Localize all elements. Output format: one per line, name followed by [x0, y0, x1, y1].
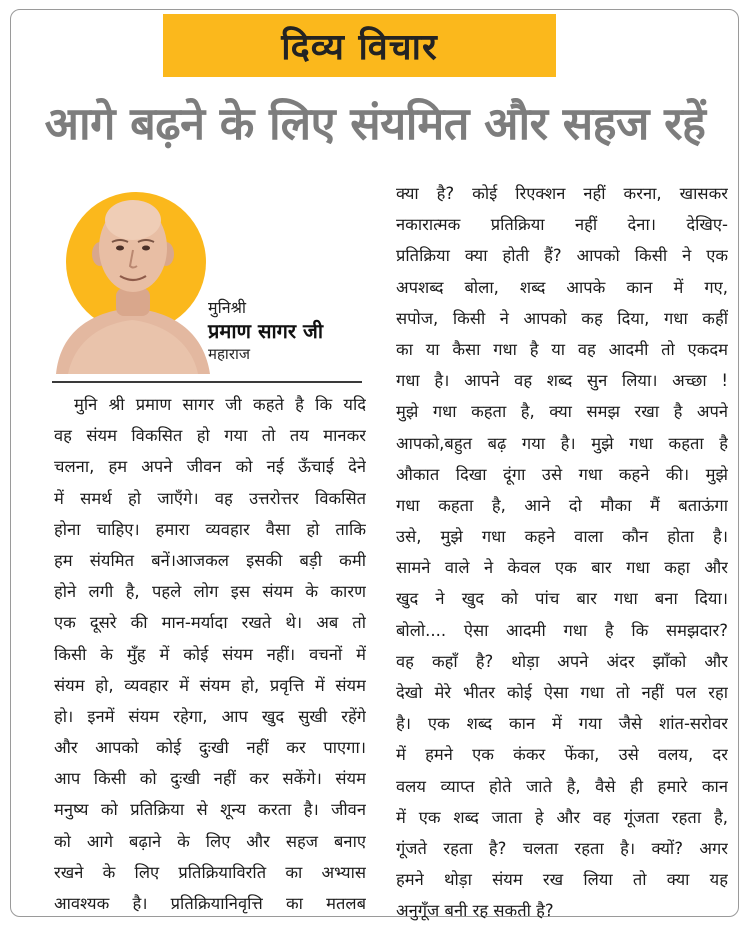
- text-line: में एक शब्द जाता हे और वह गूंजता रहता है,: [396, 807, 728, 827]
- text-line: सामने वाले ने केवल एक बार गधा कहा और: [396, 558, 728, 578]
- text-line: हो। इनमें संयम रहेगा, आप खुद सुखी रहेंगे: [54, 706, 366, 726]
- author-suffix: महाराज: [208, 345, 250, 363]
- text-line: हमने थोड़ा संयम रख लिया तो क्या यह: [396, 870, 728, 890]
- text-line: नकारात्मक प्रतिक्रिया नहीं देना। देखिए-: [396, 215, 728, 235]
- author-byline: [208, 298, 323, 364]
- text-line: हम संयमित बनें।आजकल इसकी बड़ी कमी: [54, 550, 366, 570]
- text-line: में हमने एक कंकर फेंका, उसे वलय, दर: [396, 745, 728, 765]
- text-line: बोलो.... ऐसा आदमी गधा है कि समझदार?: [396, 620, 728, 640]
- text-line: अनुगूँज बनी रह सकती है?: [396, 901, 554, 921]
- text-line: का या कैसा गधा है या वह आदमी तो एकदम: [396, 339, 728, 359]
- section-banner: [163, 14, 556, 77]
- text-line: खुद ने खुद को पांच बार गधा बना दिया।: [396, 589, 728, 609]
- text-line: एक दूसरे की मान-मर्यादा रखते थे। अब तो: [54, 613, 366, 633]
- text-line: होना चाहिए। हमारा व्यवहार वैसा हो ताकि: [54, 519, 366, 539]
- section-banner-title: दिव्य विचार: [281, 27, 438, 68]
- text-line: मुझे गधा कहता है, क्या समझ रखा है अपने: [396, 402, 728, 422]
- text-line: है। एक शब्द कान में गया जैसे शांत-सरोवर: [396, 714, 728, 734]
- text-line: वह कहाँ है? थोड़ा अपने अंदर झाँको और: [396, 651, 728, 671]
- right-column: [396, 178, 728, 927]
- text-line: सपोज, किसी ने आपको कह दिया, गधा कहीं: [396, 308, 728, 328]
- text-line: क्या है? कोई रिएक्शन नहीं करना, खासकर: [396, 184, 728, 203]
- text-line: आपको,बहुत बढ़ गया है। मुझे गधा कहता है: [396, 433, 728, 453]
- article-headline: आगे बढ़ने के लिए संयमित और सहज रहें: [44, 97, 706, 150]
- text-line: प्रतिक्रिया क्या होती हैं? आपको किसी ने एक: [396, 246, 728, 266]
- text-line: चलना, हम अपने जीवन को नई ऊँचाई देने: [54, 457, 366, 477]
- text-line: अपशब्द बोला, शब्द आपके कान में गए,: [396, 277, 728, 297]
- text-line: रखने के लिए प्रतिक्रियाविरति का अभ्यास: [54, 862, 366, 882]
- text-line: होने लगी है, पहले लोग इस संयम के कारण: [54, 582, 366, 602]
- text-line: मनुष्य को प्रतिक्रिया से शून्य करता है। जीवन: [54, 800, 366, 820]
- text-line: मुनि श्री प्रमाण सागर जी कहते है कि यदि: [74, 395, 366, 414]
- left-column: [54, 389, 366, 919]
- monk-portrait-icon: [48, 184, 216, 374]
- text-line: वह संयम विकसित हो गया तो तय मानकर: [54, 426, 366, 446]
- text-line: गधा कहता है, आने दो मौका मैं बताऊंगा: [396, 495, 728, 515]
- text-line: आवश्यक है। प्रतिक्रियानिवृत्ति का मतलब: [54, 894, 366, 913]
- text-line: किसी के मुँह में कोई संयम नहीं। वचनों में: [54, 644, 366, 664]
- text-line: गधा है। आपने वह शब्द सुन लिया। अच्छा !: [396, 371, 728, 391]
- text-line: आप किसी को दुःखी नहीं कर सकेंगे। संयम: [54, 769, 366, 789]
- text-line: और आपको कोई दुःखी नहीं कर पाएगा।: [54, 738, 366, 758]
- text-line: गूंजते रहता है? चलता रहता है। क्यों? अगर: [396, 838, 728, 858]
- text-line: संयम हो, व्यवहार में संयम हो, प्रवृत्ति में संयम: [54, 675, 366, 695]
- text-line: औकात दिखा दूंगा उसे गधा कहने की। मुझे: [396, 464, 728, 484]
- author-prefix: मुनिश्री: [208, 298, 247, 317]
- text-line: वलय व्याप्त होते जाते है, वैसे ही हमारे कान: [396, 776, 728, 796]
- text-line: में समर्थ हो जाएँगे। वह उत्तरोत्तर विकसित: [54, 488, 366, 508]
- text-line: देखो मेरे भीतर कोई ऐसा गधा तो नहीं पल रहा: [396, 683, 728, 702]
- text-line: उसे, मुझे गधा कहने वाला कौन होता है।: [396, 527, 728, 547]
- byline-divider: [52, 381, 362, 383]
- text-line: को आगे बढ़ाने के लिए और सहज बनाए: [54, 831, 366, 851]
- author-name: प्रमाण सागर जी: [208, 319, 324, 343]
